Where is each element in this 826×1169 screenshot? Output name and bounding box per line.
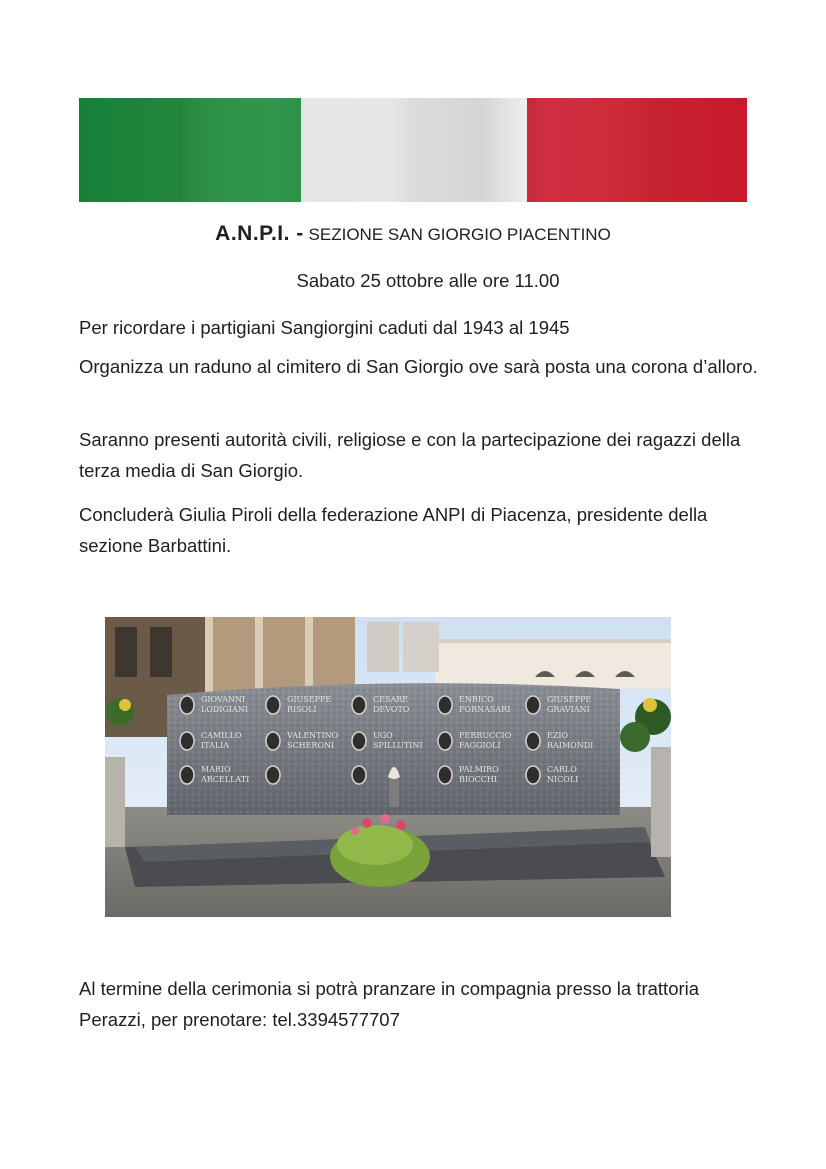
memorial-name: ARCELLATI (201, 775, 250, 784)
memorial-name: RAIMONDI (547, 741, 594, 750)
memorial-name: GIOVANNI (201, 695, 246, 704)
page-title (0, 222, 826, 246)
italian-flag-banner (79, 98, 747, 202)
memorial-name: FORNASARI (459, 705, 511, 714)
memorial-name: RISOLI (287, 705, 317, 714)
memorial-name: CESARE (373, 695, 409, 704)
paragraph-gathering: Organizza un raduno al cimitero di San Giorgio ove sarà posta una corona d’alloro. (79, 356, 758, 377)
memorial-portrait (352, 696, 366, 714)
memorial-portrait (526, 766, 540, 784)
section-name: SEZIONE SAN GIORGIO PIACENTINO (308, 225, 611, 244)
memorial-name: NICOLI (547, 775, 579, 784)
memorial-name: GIUSEPPE (547, 695, 592, 704)
memorial-name: MARIO (201, 765, 231, 774)
memorial-photo (105, 617, 671, 917)
memorial-portrait (266, 696, 280, 714)
memorial-name: SPILLUTINI (373, 741, 423, 750)
memorial-portrait (180, 766, 194, 784)
memorial-name: BIOCCHI (459, 775, 497, 784)
memorial-portrait (352, 766, 366, 784)
memorial-portrait (438, 766, 452, 784)
memorial-name: ENRICO (459, 695, 494, 704)
memorial-name: EZIO (547, 731, 569, 740)
memorial-portrait (266, 732, 280, 750)
memorial-portrait (180, 732, 194, 750)
paragraph-attendees: Saranno presenti autorità civili, religiose e con la partecipazione dei ragazzi della terza media di San Giorgio. (79, 429, 741, 481)
paragraph-remembrance: Per ricordare i partigiani Sangiorgini caduti dal 1943 al 1945 (79, 317, 570, 338)
memorial-name: FAGGIOLI (459, 741, 501, 750)
memorial-name: UGO (373, 731, 393, 740)
memorial-portrait (266, 766, 280, 784)
memorial-portrait (352, 732, 366, 750)
memorial-name: ITALIA (201, 741, 230, 750)
memorial-name: PALMIRO (459, 765, 499, 774)
paragraph-lunch-info: Al termine della cerimonia si potrà pranzare in compagnia presso la trattoria Perazzi, per prenotare: tel.3394577707 (79, 978, 700, 1030)
memorial-name: SCHERONI (287, 741, 335, 750)
memorial-portrait (526, 732, 540, 750)
memorial-name: VALENTINO (287, 731, 339, 740)
memorial-name: CARLO (547, 765, 577, 774)
memorial-portrait (180, 696, 194, 714)
memorial-name: LODIGIANI (201, 705, 248, 714)
memorial-name: GIUSEPPE (287, 695, 332, 704)
memorial-portrait (526, 696, 540, 714)
memorial-name: CAMILLO (201, 731, 242, 740)
memorial-name: GRAVIANI (547, 705, 590, 714)
memorial-portrait (438, 732, 452, 750)
memorial-name: FERRUCCIO (459, 731, 512, 740)
organization-abbreviation: A.N.P.I. - (215, 222, 304, 245)
paragraph-speaker: Concluderà Giulia Piroli della federazione ANPI di Piacenza, presidente della sezione Barbattini. (79, 504, 708, 556)
memorial-name: DEVOTO (373, 705, 410, 714)
memorial-portrait (438, 696, 452, 714)
event-date: Sabato 25 ottobre alle ore 11.00 (296, 270, 560, 291)
